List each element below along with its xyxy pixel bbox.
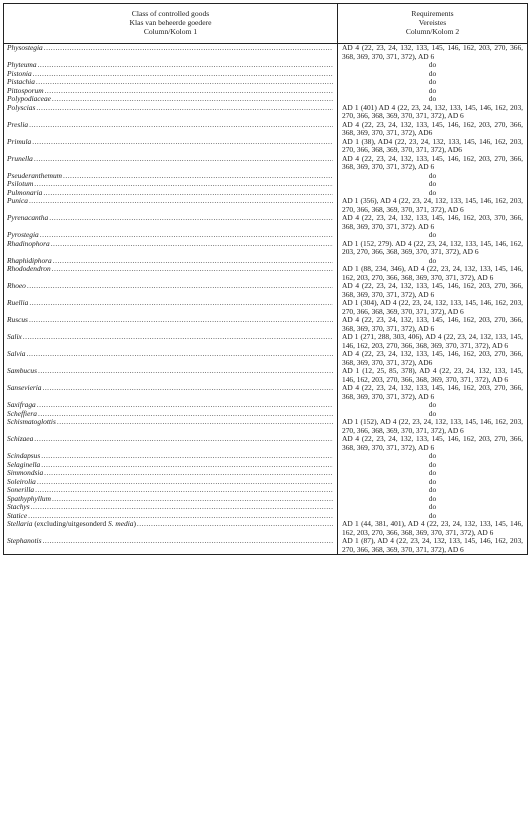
genus-name: Prunella xyxy=(7,154,33,163)
goods-class-entry xyxy=(7,172,333,181)
genus-name: Rhaphidiphora xyxy=(7,256,52,265)
genus-name: Sonerilla xyxy=(7,486,35,494)
exclusion-prefix: (excluding/uitgesonderd xyxy=(32,520,108,528)
table-row xyxy=(4,384,528,401)
dot-leader xyxy=(29,316,333,325)
goods-class-cell xyxy=(4,257,338,266)
goods-class-entry xyxy=(7,78,333,87)
genus-name: Scindapsus xyxy=(7,452,41,460)
goods-class-entry xyxy=(7,61,333,70)
genus-name: Polypodiaceae xyxy=(7,95,51,103)
dot-leader xyxy=(27,282,333,291)
goods-class-name xyxy=(7,316,28,325)
table-row xyxy=(4,503,528,512)
requirements-ditto: do xyxy=(338,172,528,181)
goods-class-name xyxy=(7,503,30,512)
goods-class-cell xyxy=(4,495,338,504)
goods-class-entry xyxy=(7,461,333,470)
dot-leader xyxy=(37,478,333,487)
requirements-ditto: do xyxy=(338,78,528,87)
requirements-ditto: do xyxy=(338,461,528,470)
excluded-species: S. media xyxy=(108,520,134,528)
goods-class-entry xyxy=(7,121,333,130)
requirements-cell: AD 1 (271, 288, 303, 406), AD 4 (22, 23, 24, 132, 133, 145, 146, 162, 203, 270, 366, 368, 369, 370, 371, 372), AD 6 xyxy=(338,333,528,350)
goods-class-entry xyxy=(7,70,333,79)
genus-name: Phyteuma xyxy=(7,61,37,69)
goods-class-name xyxy=(7,384,41,393)
goods-class-entry xyxy=(7,189,333,198)
goods-class-name xyxy=(7,95,51,104)
goods-class-entry xyxy=(7,104,333,113)
genus-name: Pseuderanthemum xyxy=(7,171,63,180)
goods-class-name xyxy=(7,452,40,461)
genus-name: Pyrostegia xyxy=(7,231,39,239)
goods-class-name xyxy=(7,486,34,495)
dot-leader xyxy=(41,461,333,470)
genus-name: Stellaria xyxy=(7,520,33,528)
requirements-ditto: do xyxy=(338,189,528,198)
goods-class-cell xyxy=(4,138,338,155)
requirements-cell: AD 4 (22, 23, 24, 132, 133, 145, 146, 162, 203, 270, 366, 368, 369, 370, 371, 372), AD 6 xyxy=(338,282,528,299)
table-row xyxy=(4,104,528,121)
requirements-ditto: do xyxy=(338,452,528,461)
goods-class-cell xyxy=(4,189,338,198)
table-row xyxy=(4,214,528,231)
genus-name: Physostegia xyxy=(7,44,43,52)
genus-name: Pistachia xyxy=(7,78,35,86)
goods-class-entry xyxy=(7,265,333,274)
genus-name: Sansevieria xyxy=(7,384,42,392)
goods-class-cell xyxy=(4,350,338,367)
requirements-ditto: do xyxy=(338,95,528,104)
goods-class-entry xyxy=(7,512,333,521)
goods-class-entry xyxy=(7,282,333,291)
goods-class-entry xyxy=(7,435,333,444)
dot-leader xyxy=(43,537,334,546)
dot-leader xyxy=(52,495,333,504)
requirements-cell: AD 1 (38), AD4 (22, 23, 24, 132, 133, 145, 146, 162, 203, 270, 366, 368, 369, 370, 371, 372), AD6 xyxy=(338,138,528,155)
requirements-cell: AD 1 (152, 279). AD 4 (22, 23, 24, 132, 133, 145, 146, 162, 203, 270, 366, 368, 369, 370, 371, 372), AD 6 xyxy=(338,240,528,257)
table-body xyxy=(4,44,528,555)
requirements-cell: AD 4 (22, 23, 24, 132, 133, 145, 146, 162, 203, 270, 366, 368, 369, 370, 371, 372), AD6 xyxy=(338,350,528,367)
goods-class-name xyxy=(7,44,43,53)
goods-class-name xyxy=(7,138,31,147)
requirements-ditto: do xyxy=(338,478,528,487)
genus-name: Stephanotis xyxy=(7,537,42,545)
dot-leader xyxy=(40,231,333,240)
goods-class-cell xyxy=(4,435,338,452)
dot-leader xyxy=(38,61,333,70)
genus-name: Psilotum xyxy=(7,180,34,188)
goods-class-entry xyxy=(7,401,333,410)
goods-class-entry xyxy=(7,520,333,529)
goods-class-name xyxy=(7,78,35,87)
goods-class-name xyxy=(7,257,52,266)
goods-class-entry xyxy=(7,478,333,487)
goods-class-cell xyxy=(4,155,338,172)
dot-leader xyxy=(137,520,333,529)
goods-class-name xyxy=(7,214,48,223)
genus-name: Salvia xyxy=(7,350,26,358)
goods-class-cell xyxy=(4,78,338,87)
table-row xyxy=(4,461,528,470)
goods-class-entry xyxy=(7,257,333,266)
table-row xyxy=(4,350,528,367)
goods-class-entry xyxy=(7,299,333,308)
dot-leader xyxy=(63,172,333,181)
requirements-cell: AD 1 (12, 25, 85, 378), AD 4 (22, 23, 24, 132, 133, 145, 146, 162, 203, 270, 366, 368, 369, 370, 371, 372), AD 6 xyxy=(338,367,528,384)
genus-name: Pulmonaria xyxy=(7,188,43,197)
goods-class-name xyxy=(7,401,36,410)
goods-class-cell xyxy=(4,469,338,478)
genus-name: Schismatoglottis xyxy=(7,418,56,426)
table-row xyxy=(4,299,528,316)
table-row xyxy=(4,435,528,452)
genus-name: Spathyphyllum xyxy=(7,494,51,503)
goods-class-cell xyxy=(4,197,338,214)
dot-leader xyxy=(45,87,333,96)
column-2-title-en: Requirements xyxy=(411,9,454,18)
goods-class-cell xyxy=(4,95,338,104)
table-row xyxy=(4,78,528,87)
genus-name: Primula xyxy=(7,137,32,146)
dot-leader xyxy=(44,44,333,53)
requirements-cell: AD 4 (22, 23, 24, 132, 133, 145, 146, 162, 203, 370, 366, 368, 369, 370, 371, 372). AD 6 xyxy=(338,214,528,231)
table-row xyxy=(4,469,528,478)
goods-class-cell xyxy=(4,367,338,384)
goods-class-entry xyxy=(7,384,333,393)
column-1-number: Column/Kolom 1 xyxy=(143,27,198,36)
goods-class-entry xyxy=(7,231,333,240)
dot-leader xyxy=(36,104,333,113)
goods-class-entry xyxy=(7,197,333,206)
requirements-ditto: do xyxy=(338,231,528,240)
genus-name: Statice xyxy=(7,511,28,520)
goods-class-cell xyxy=(4,452,338,461)
genus-name: Rhadinophora xyxy=(7,239,50,248)
column-2-header xyxy=(338,4,528,44)
goods-class-cell xyxy=(4,316,338,333)
dot-leader xyxy=(28,512,333,521)
goods-class-name xyxy=(7,367,37,376)
dot-leader xyxy=(41,452,333,461)
table-header-row xyxy=(4,4,528,44)
dot-leader xyxy=(34,180,333,189)
requirements-cell: AD 4 (22, 23, 24, 132, 133, 145, 146, 162, 203, 270, 366, 368, 369, 370, 371, 372), AD 6 xyxy=(338,384,528,401)
dot-leader xyxy=(52,95,333,104)
goods-class-cell xyxy=(4,520,338,537)
goods-class-entry xyxy=(7,367,333,376)
requirements-cell: AD 4 (22, 23, 24, 132, 133, 145, 146, 162, 203, 270, 366, 368, 369, 370, 371, 372), AD 6 xyxy=(338,44,528,62)
genus-name: Polyscias xyxy=(7,103,36,112)
genus-name: Rhododendron xyxy=(7,265,51,273)
goods-class-name xyxy=(7,478,36,487)
genus-name: Simmondsia xyxy=(7,469,44,477)
goods-class-name xyxy=(7,435,33,444)
table-row xyxy=(4,401,528,410)
goods-class-name xyxy=(7,197,28,206)
goods-class-entry xyxy=(7,537,333,546)
dot-leader xyxy=(29,299,333,308)
goods-class-name xyxy=(7,495,51,504)
goods-class-name xyxy=(7,410,37,419)
goods-class-name xyxy=(7,537,42,546)
column-1-header xyxy=(4,4,338,44)
table-row xyxy=(4,138,528,155)
goods-class-entry xyxy=(7,333,333,342)
goods-class-entry xyxy=(7,95,333,104)
goods-class-name xyxy=(7,240,50,249)
goods-class-cell xyxy=(4,503,338,512)
dot-leader xyxy=(32,138,333,147)
table-row xyxy=(4,180,528,189)
goods-class-entry xyxy=(7,214,333,223)
goods-class-name xyxy=(7,512,27,521)
genus-name: Ruellia xyxy=(7,299,29,307)
table-row xyxy=(4,478,528,487)
goods-class-cell xyxy=(4,172,338,181)
goods-class-name xyxy=(7,265,51,274)
requirements-cell: AD 1 (44, 381, 401), AD 4 (22, 23, 24, 132, 133, 145, 146, 162, 203, 270, 366, 368, 369, 370, 371, 372), AD 6 xyxy=(338,520,528,537)
goods-class-cell xyxy=(4,231,338,240)
goods-class-cell xyxy=(4,104,338,121)
goods-class-cell xyxy=(4,333,338,350)
requirements-cell: AD 1 (88, 234, 346), AD 4 (22, 23, 24, 132, 133, 145, 146, 162, 203, 270, 366, 368, 369, 370, 371, 372), AD 6 xyxy=(338,265,528,282)
table-row xyxy=(4,452,528,461)
requirements-cell: AD 1 (87), AD 4 (22, 23, 24, 132, 133, 145, 146, 162, 203, 270, 366, 368, 369, 370, 371, 372), AD 6 xyxy=(338,537,528,555)
goods-class-name xyxy=(7,282,26,291)
goods-class-name xyxy=(7,231,39,240)
dot-leader xyxy=(29,197,333,206)
requirements-ditto: do xyxy=(338,401,528,410)
goods-class-entry xyxy=(7,452,333,461)
goods-class-cell xyxy=(4,282,338,299)
table-row xyxy=(4,61,528,70)
goods-class-entry xyxy=(7,155,333,164)
goods-class-name xyxy=(7,180,33,189)
dot-leader xyxy=(51,240,333,249)
dot-leader xyxy=(42,384,333,393)
goods-class-cell xyxy=(4,180,338,189)
dot-leader xyxy=(38,367,333,376)
genus-name: Preslia xyxy=(7,120,29,129)
goods-class-name xyxy=(7,461,40,470)
column-1-title-en: Class of controlled goods xyxy=(131,9,210,18)
goods-class-entry xyxy=(7,240,333,249)
dot-leader xyxy=(38,410,333,419)
goods-class-cell xyxy=(4,410,338,419)
goods-class-name xyxy=(7,155,33,164)
dot-leader xyxy=(29,121,333,130)
table-row xyxy=(4,316,528,333)
dot-leader xyxy=(33,70,333,79)
table-row xyxy=(4,333,528,350)
requirements-cell: AD 4 (22, 23, 24, 132, 133, 145, 146, 162, 203, 270, 366, 368, 369, 370, 371, 372), AD 6 xyxy=(338,435,528,452)
table-row xyxy=(4,121,528,138)
goods-class-name xyxy=(7,333,22,342)
dot-leader xyxy=(31,503,333,512)
requirements-ditto: do xyxy=(338,503,528,512)
goods-class-name xyxy=(7,189,42,198)
goods-class-name xyxy=(7,104,35,113)
dot-leader xyxy=(52,265,333,274)
goods-class-cell xyxy=(4,299,338,316)
table-row xyxy=(4,282,528,299)
genus-name: Selaginella xyxy=(7,460,41,469)
table-row xyxy=(4,486,528,495)
requirements-ditto: do xyxy=(338,180,528,189)
goods-class-name xyxy=(7,87,44,96)
genus-name: Punica xyxy=(7,197,28,205)
requirements-ditto: do xyxy=(338,70,528,79)
goods-class-cell xyxy=(4,478,338,487)
goods-class-cell xyxy=(4,418,338,435)
requirements-cell: AD 4 (22, 23, 24, 132, 133, 145, 146, 162, 203, 270, 366, 368, 369, 370, 371, 372), AD6 xyxy=(338,121,528,138)
goods-class-cell xyxy=(4,537,338,555)
genus-name: Salix xyxy=(7,333,22,341)
goods-class-cell xyxy=(4,70,338,79)
requirements-ditto: do xyxy=(338,87,528,96)
dot-leader xyxy=(49,214,333,223)
genus-name: Sambucus xyxy=(7,367,37,375)
goods-class-entry xyxy=(7,316,333,325)
goods-class-cell xyxy=(4,486,338,495)
requirements-ditto: do xyxy=(338,486,528,495)
goods-class-name xyxy=(7,70,32,79)
goods-class-name xyxy=(7,520,136,529)
table-row xyxy=(4,87,528,96)
goods-class-cell xyxy=(4,240,338,257)
requirements-cell: AD 4 (22, 23, 24, 132, 133, 145, 146, 162, 203, 270, 366, 368, 369, 370, 371, 372), AD 6 xyxy=(338,155,528,172)
table-row xyxy=(4,197,528,214)
dot-leader xyxy=(44,469,333,478)
requirements-cell: AD 1 (401) AD 4 (22, 23, 24, 132, 133, 145, 146, 162, 203, 270, 366, 368, 369, 370, 371, 372), AD 6 xyxy=(338,104,528,121)
requirements-ditto: do xyxy=(338,61,528,70)
table-row xyxy=(4,367,528,384)
requirements-ditto: do xyxy=(338,410,528,419)
requirements-cell: AD 4 (22, 23, 24, 132, 133, 145, 146, 162, 203, 270, 366, 368, 369, 370, 371, 372), AD 6 xyxy=(338,316,528,333)
dot-leader xyxy=(43,189,333,198)
dot-leader xyxy=(34,155,333,164)
table-row xyxy=(4,44,528,62)
goods-class-cell xyxy=(4,512,338,521)
requirements-cell: AD 1 (152), AD 4 (22, 23, 24, 132, 133, 145, 146, 162, 203, 270, 366, 368, 369, 370, 371, 372), AD 6 xyxy=(338,418,528,435)
goods-class-cell xyxy=(4,87,338,96)
genus-name: Stachys xyxy=(7,503,30,511)
goods-class-cell xyxy=(4,401,338,410)
requirements-ditto: do xyxy=(338,495,528,504)
genus-name: Pittosporum xyxy=(7,86,44,95)
table-row xyxy=(4,537,528,555)
requirements-ditto: do xyxy=(338,512,528,521)
genus-name: Soleirolia xyxy=(7,477,36,486)
genus-name: Pistonia xyxy=(7,69,32,78)
requirements-cell: AD 1 (304), AD 4 (22, 23, 24, 132, 133, 145, 146, 162, 203, 270, 366, 368, 369, 370, 371, 372), AD 6 xyxy=(338,299,528,316)
genus-name: Pyrenacantha xyxy=(7,214,49,222)
table-row xyxy=(4,265,528,282)
table-row xyxy=(4,520,528,537)
column-1-title-af: Klas van beheerde goedere xyxy=(129,18,212,27)
dot-leader xyxy=(34,435,333,444)
table-row xyxy=(4,155,528,172)
requirements-ditto: do xyxy=(338,257,528,266)
goods-class-name xyxy=(7,469,43,478)
goods-class-cell xyxy=(4,121,338,138)
goods-class-entry xyxy=(7,469,333,478)
exclusion-close: ) xyxy=(133,520,136,528)
dot-leader xyxy=(36,78,333,87)
column-2-number: Column/Kolom 2 xyxy=(405,27,460,36)
table-row xyxy=(4,172,528,181)
goods-class-entry xyxy=(7,418,333,427)
goods-class-entry xyxy=(7,486,333,495)
table-row xyxy=(4,495,528,504)
dot-leader xyxy=(37,401,333,410)
genus-name: Schizaea xyxy=(7,435,34,443)
goods-class-cell xyxy=(4,265,338,282)
goods-class-name xyxy=(7,172,62,181)
goods-class-entry xyxy=(7,87,333,96)
requirements-ditto: do xyxy=(338,469,528,478)
genus-name: Ruscus xyxy=(7,316,28,324)
goods-class-name xyxy=(7,418,56,427)
goods-class-cell xyxy=(4,461,338,470)
goods-class-name xyxy=(7,61,37,70)
genus-name: Rhoeo xyxy=(7,282,26,290)
dot-leader xyxy=(26,350,333,359)
controlled-goods-table xyxy=(3,3,528,555)
dot-leader xyxy=(23,333,333,342)
table-row xyxy=(4,418,528,435)
genus-name: Saxifraga xyxy=(7,401,36,409)
dot-leader xyxy=(57,418,333,427)
dot-leader xyxy=(53,257,333,266)
goods-class-entry xyxy=(7,138,333,147)
goods-class-entry xyxy=(7,410,333,419)
goods-class-name xyxy=(7,299,28,308)
goods-class-entry xyxy=(7,44,333,53)
goods-class-cell xyxy=(4,214,338,231)
goods-class-cell xyxy=(4,44,338,62)
goods-class-name xyxy=(7,121,28,130)
goods-class-name xyxy=(7,350,25,359)
goods-class-entry xyxy=(7,495,333,504)
goods-class-entry xyxy=(7,503,333,512)
table-row xyxy=(4,240,528,257)
table-row xyxy=(4,70,528,79)
genus-name: Scheffiera xyxy=(7,409,37,418)
requirements-cell: AD 1 (356), AD 4 (22, 23, 24, 132, 133, 145, 146, 162, 203, 270, 366, 368, 369, 370, 371, 372), AD 6 xyxy=(338,197,528,214)
column-2-title-af: Vereistes xyxy=(418,18,447,27)
goods-class-entry xyxy=(7,350,333,359)
dot-leader xyxy=(35,486,333,495)
goods-class-cell xyxy=(4,384,338,401)
goods-class-cell xyxy=(4,61,338,70)
goods-class-entry xyxy=(7,180,333,189)
